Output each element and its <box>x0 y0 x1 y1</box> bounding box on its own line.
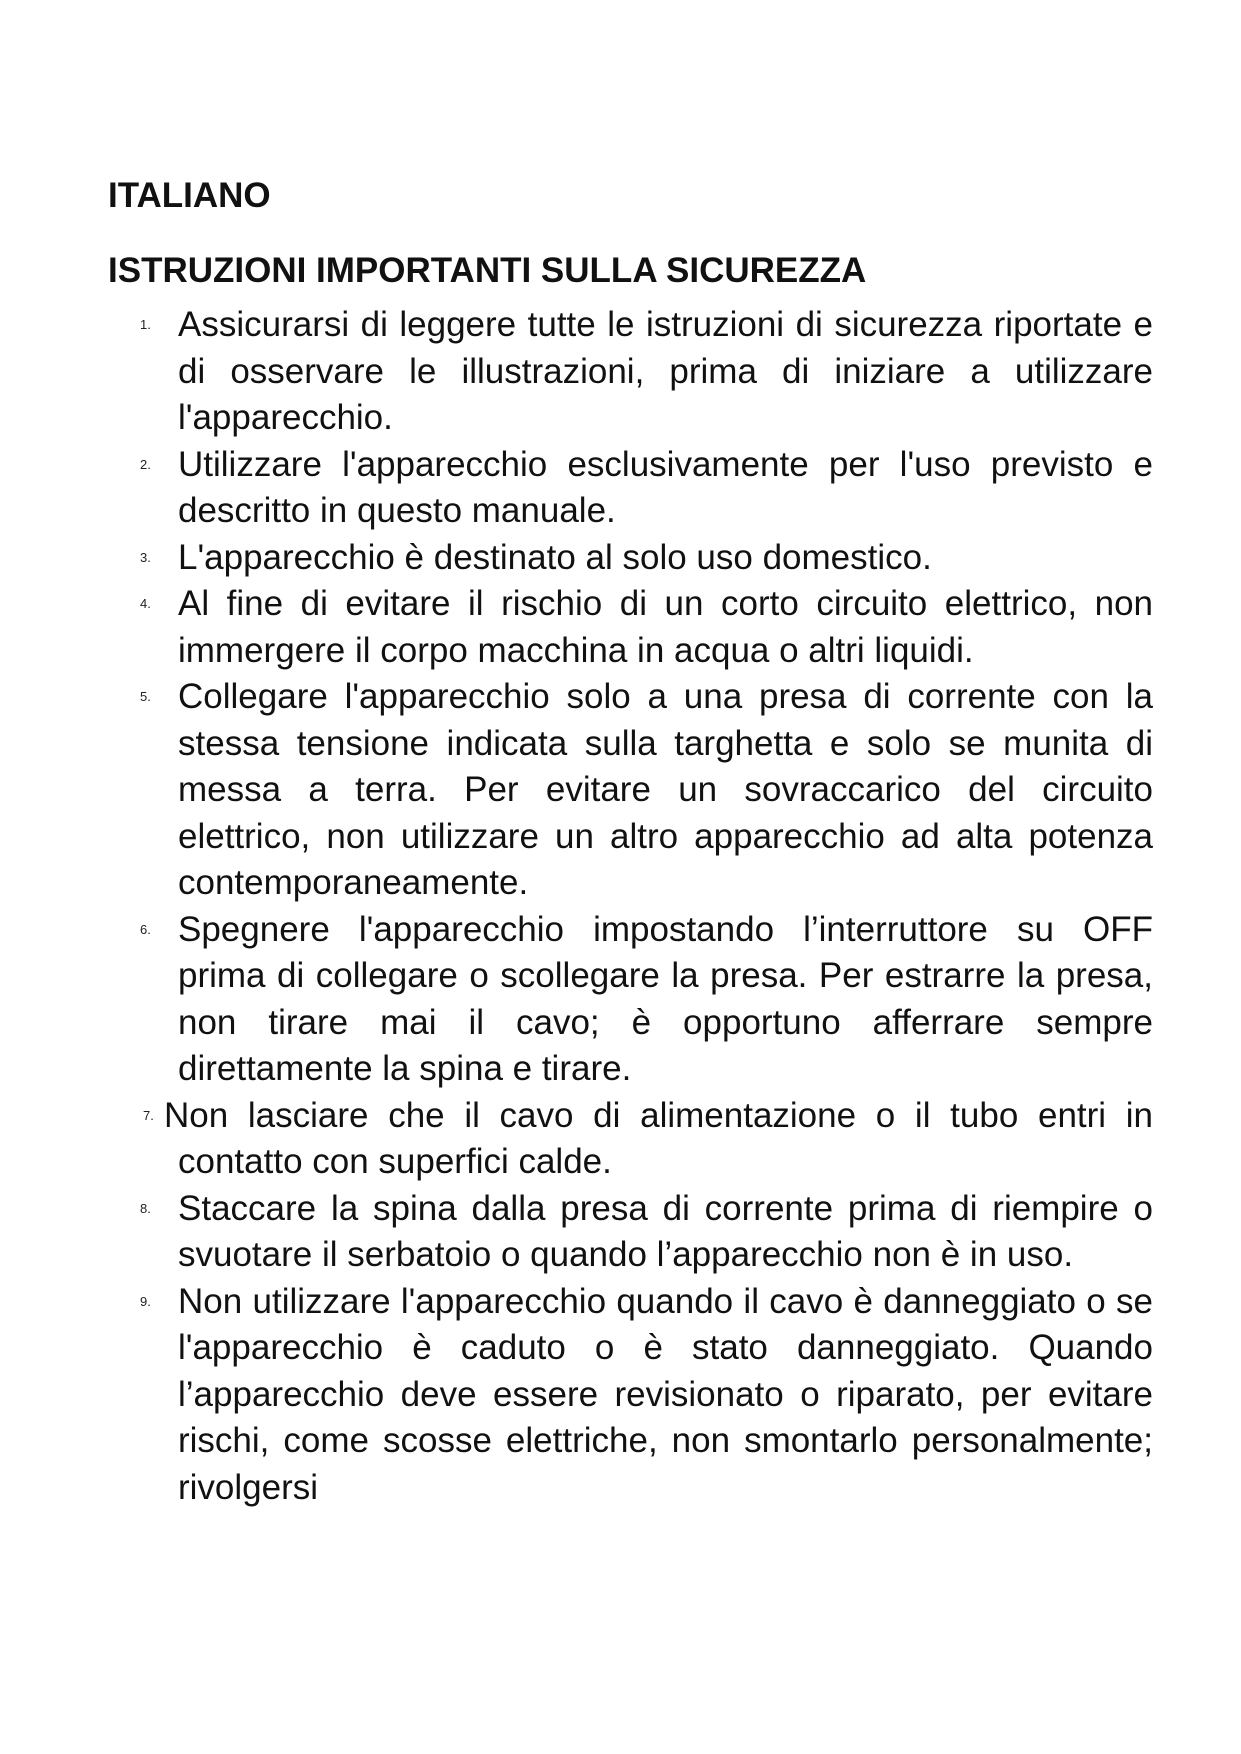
item-number: 4. <box>140 596 151 611</box>
list-item <box>0 907 1241 1093</box>
item-number: 6. <box>140 921 151 937</box>
safety-instructions-list <box>0 302 1241 1511</box>
item-number: 2. <box>140 456 151 472</box>
list-item <box>0 581 1241 674</box>
list-item <box>0 535 1241 582</box>
list-item <box>0 1093 1241 1186</box>
item-number: 7. <box>143 1107 154 1123</box>
item-text: L'apparecchio è destinato al solo uso domestico. <box>178 537 932 577</box>
list-item <box>0 442 1241 535</box>
section-title: ISTRUZIONI IMPORTANTI SULLA SICUREZZA <box>108 251 867 290</box>
item-text: Assicurarsi di leggere tutte le istruzioni di sicurezza riportate e di osservare le illustrazioni, prima di iniziare a utilizzare l'apparecchio. <box>178 305 1153 437</box>
item-text: Al fine di evitare il rischio di un corto circuito elettrico, non immergere il corpo macchina in acqua o altri liquidi. <box>178 584 1153 670</box>
list-item <box>0 674 1241 907</box>
item-number: 8. <box>140 1200 151 1216</box>
list-item <box>0 1186 1241 1279</box>
list-item <box>0 302 1241 442</box>
item-text: Non lasciare che il cavo di alimentazione o il tubo entri in contatto con superfici calde. <box>164 1095 1153 1181</box>
item-number: 1. <box>140 317 151 332</box>
language-heading: ITALIANO <box>108 176 271 215</box>
item-text: Non utilizzare l'apparecchio quando il cavo è danneggiato o se l'apparecchio è caduto o è stato danneggiato. Quando l’apparecchio deve essere revisionato o riparato, per evitare rischi, come scosse elettriche, non smontarlo personalmente; rivolgersi <box>178 1281 1153 1507</box>
item-text: Spegnere l'apparecchio impostando l’interruttore su OFF prima di collegare o scollegare la presa. Per estrarre la presa, non tirare mai il cavo; è opportuno afferrare sempre direttamente la spina e tirare. <box>178 909 1153 1088</box>
item-number: 9. <box>140 1293 151 1309</box>
item-number: 3. <box>140 549 151 565</box>
item-text: Staccare la spina dalla presa di corrente prima di riempire o svuotare il serbatoio o quando l’apparecchio non è in uso. <box>178 1188 1153 1274</box>
item-number: 5. <box>140 689 151 704</box>
list-item <box>0 1279 1241 1512</box>
item-text: Utilizzare l'apparecchio esclusivamente per l'uso previsto e descritto in questo manuale. <box>178 444 1153 530</box>
item-text: Collegare l'apparecchio solo a una presa di corrente con la stessa tensione indicata sulla targhetta e solo se munita di messa a terra. Per evitare un sovraccarico del circuito elettrico, non utilizzare un altro apparecchio ad alta potenza contemporaneamente. <box>178 677 1153 902</box>
